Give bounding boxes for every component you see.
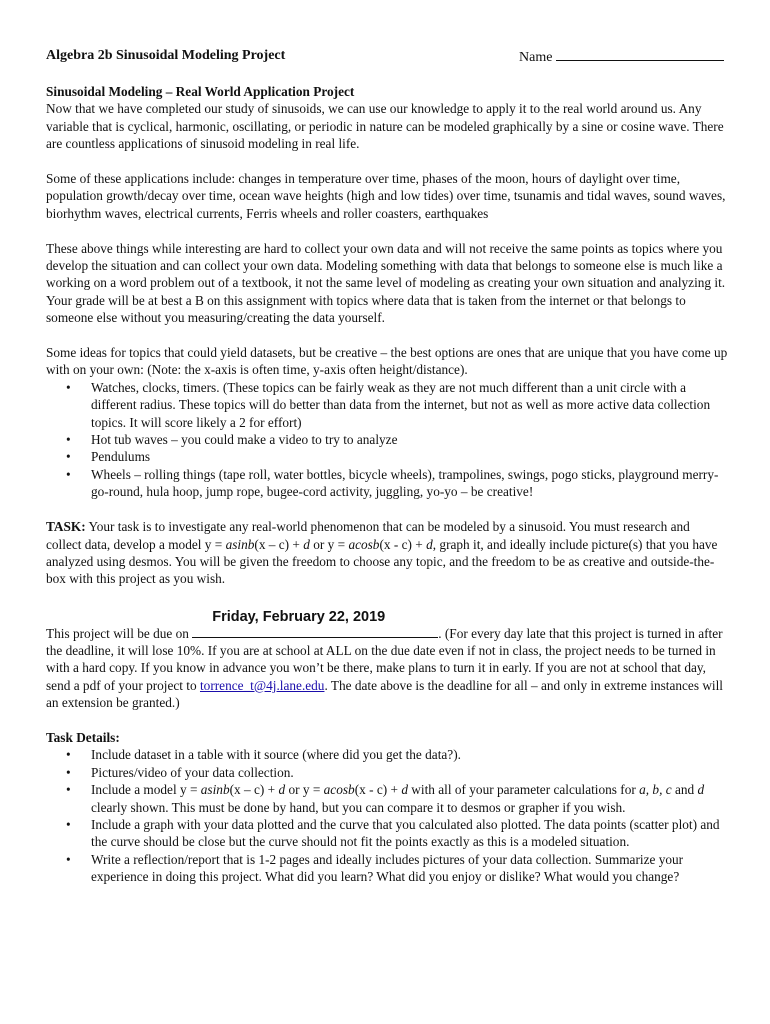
document-body: [46, 83, 728, 886]
name-label: Name: [519, 50, 553, 65]
list-item: • Include a graph with your data plotted and the curve that you calculated also plotted. The data points (scatter plot) and the curve should be close but the curve should not fit the points exactly as this is a modeled situation.: [46, 816, 728, 851]
due-date-blank: [192, 608, 438, 638]
section-subtitle: Sinusoidal Modeling – Real World Application Project: [46, 84, 355, 99]
item-text: (x - c) +: [354, 782, 402, 798]
list-item: [46, 781, 728, 816]
due-text: . The date above is the deadline for all – and only in extreme instances will an extension be granted.): [46, 677, 724, 711]
model-d: d: [278, 782, 286, 798]
item-text: clearly shown. This must be done by hand, but you can compare it to desmos or grapher if you wish.: [91, 799, 626, 815]
task-details-heading: Task Details:: [46, 729, 120, 745]
ideas-intro: Some ideas for topics that could yield datasets, but be creative – the best options are ones that are unique that you have come up with on your own: (Note: the x-axis is often time, y-axis often height/distance).: [46, 345, 728, 378]
model-sin: asinb: [200, 782, 230, 798]
model-cos: acosb: [348, 536, 380, 552]
model-d: d: [697, 782, 705, 798]
list-item: • Include dataset in a table with it source (where did you get the data?).: [46, 746, 728, 763]
task-paragraph: [46, 518, 728, 588]
model-sin: asinb: [225, 536, 255, 552]
name-blank-line: [556, 47, 724, 61]
item-text: Include a model y =: [91, 782, 201, 798]
item-text: or y =: [285, 782, 324, 798]
task-text: Your task is to investigate any real-world phenomenon that can be modeled by a sinusoid. You must research and collect data, develop a model y =: [46, 519, 690, 552]
email-link[interactable]: torrence_t@4j.lane.edu: [199, 677, 325, 693]
data-note-paragraph: These above things while interesting are hard to collect your own data and will not receive the same points as topics where you develop the situation and can collect your own data. Modeling something with data that belongs to someone else is much like a working on a word problem out of a textbook, it not the same level of modeling as creating your own situation and analyzing it. Your grade will be at best a B on this assignment with topics where data that is taken from the internet or that belongs to someone else without you measuring/creating the data yourself.: [46, 240, 726, 326]
task-text: , graph it, and ideally include picture(s) that you have analyzed using desmos. You will be given the freedom to choose any topic, and the freedom to be as creative and outside-the-box with this project as you wish.: [46, 536, 718, 587]
ideas-list: [46, 379, 728, 501]
details-list: [46, 746, 728, 885]
model-cos: acosb: [323, 782, 355, 798]
task-text: or y =: [309, 536, 349, 552]
list-item: • Watches, clocks, timers. (These topics can be fairly weak as they are not much different than a unit circle with a different radius. These topics will do better than data from the internet, but not as well as more active data collection topics. It will score likely a 2 for effort): [46, 379, 728, 431]
item-text: and: [671, 782, 698, 798]
task-label: TASK:: [46, 519, 86, 535]
parameters: a, b, c: [639, 782, 672, 798]
list-item: • Hot tub waves – you could make a video to try to analyze: [46, 431, 728, 448]
due-date: Friday, February 22, 2019: [212, 608, 386, 625]
intro-paragraph: Now that we have completed our study of sinusoids, we can use our knowledge to apply it to the real world around us. Any variable that is cyclical, harmonic, oscillating, or periodic in nature can be modeled graphically by a sine or cosine wave. There are countless applications of sinusoid modeling in real life.: [46, 101, 724, 152]
name-field: [519, 47, 724, 66]
list-item: • Pictures/video of your data collection.: [46, 764, 728, 781]
list-item: • Write a reflection/report that is 1-2 pages and ideally includes pictures of your data collection. Summarize your experience in doing this project. What did you learn? What did you enjoy or dislike? What would you change?: [46, 851, 728, 886]
task-text: (x – c) +: [254, 536, 304, 552]
model-d: d: [303, 536, 310, 552]
applications-paragraph: Some of these applications include: changes in temperature over time, phases of the moon, hours of daylight over time, population growth/decay over time, ocean wave heights (high and low tides) over time, tsunamis and tidal waves, sound waves, biorhythm waves, electrical currents, Ferris wheels and roller coasters, earthquakes: [46, 171, 726, 221]
document-title: Algebra 2b Sinusoidal Modeling Project: [46, 48, 286, 63]
model-d: d: [426, 536, 433, 552]
task-text: (x - c) +: [379, 536, 427, 552]
list-item: • Pendulums: [46, 448, 728, 465]
item-text: with all of your parameter calculations for: [407, 782, 640, 798]
due-text: . (For every day late that this project is turned in after the deadline, it will lose 10%. If you are at school at ALL on the due date even if not in class, the project needs to be turned in with a hard copy. If you know in advance you won’t be there, make plans to turn it in early. If you are not at school that day, send a pdf of your project to: [46, 625, 723, 693]
item-text: (x – c) +: [229, 782, 279, 798]
list-item: • Wheels – rolling things (tape roll, water bottles, bicycle wheels), trampolines, swings, pogo sticks, playground merry-go-round, hula hoop, jump rope, bugee-cord activity, juggling, yo-yo – be creative!: [46, 466, 728, 501]
due-paragraph: [46, 608, 728, 712]
model-d: d: [401, 782, 408, 798]
due-prefix: This project will be due on: [46, 625, 193, 641]
